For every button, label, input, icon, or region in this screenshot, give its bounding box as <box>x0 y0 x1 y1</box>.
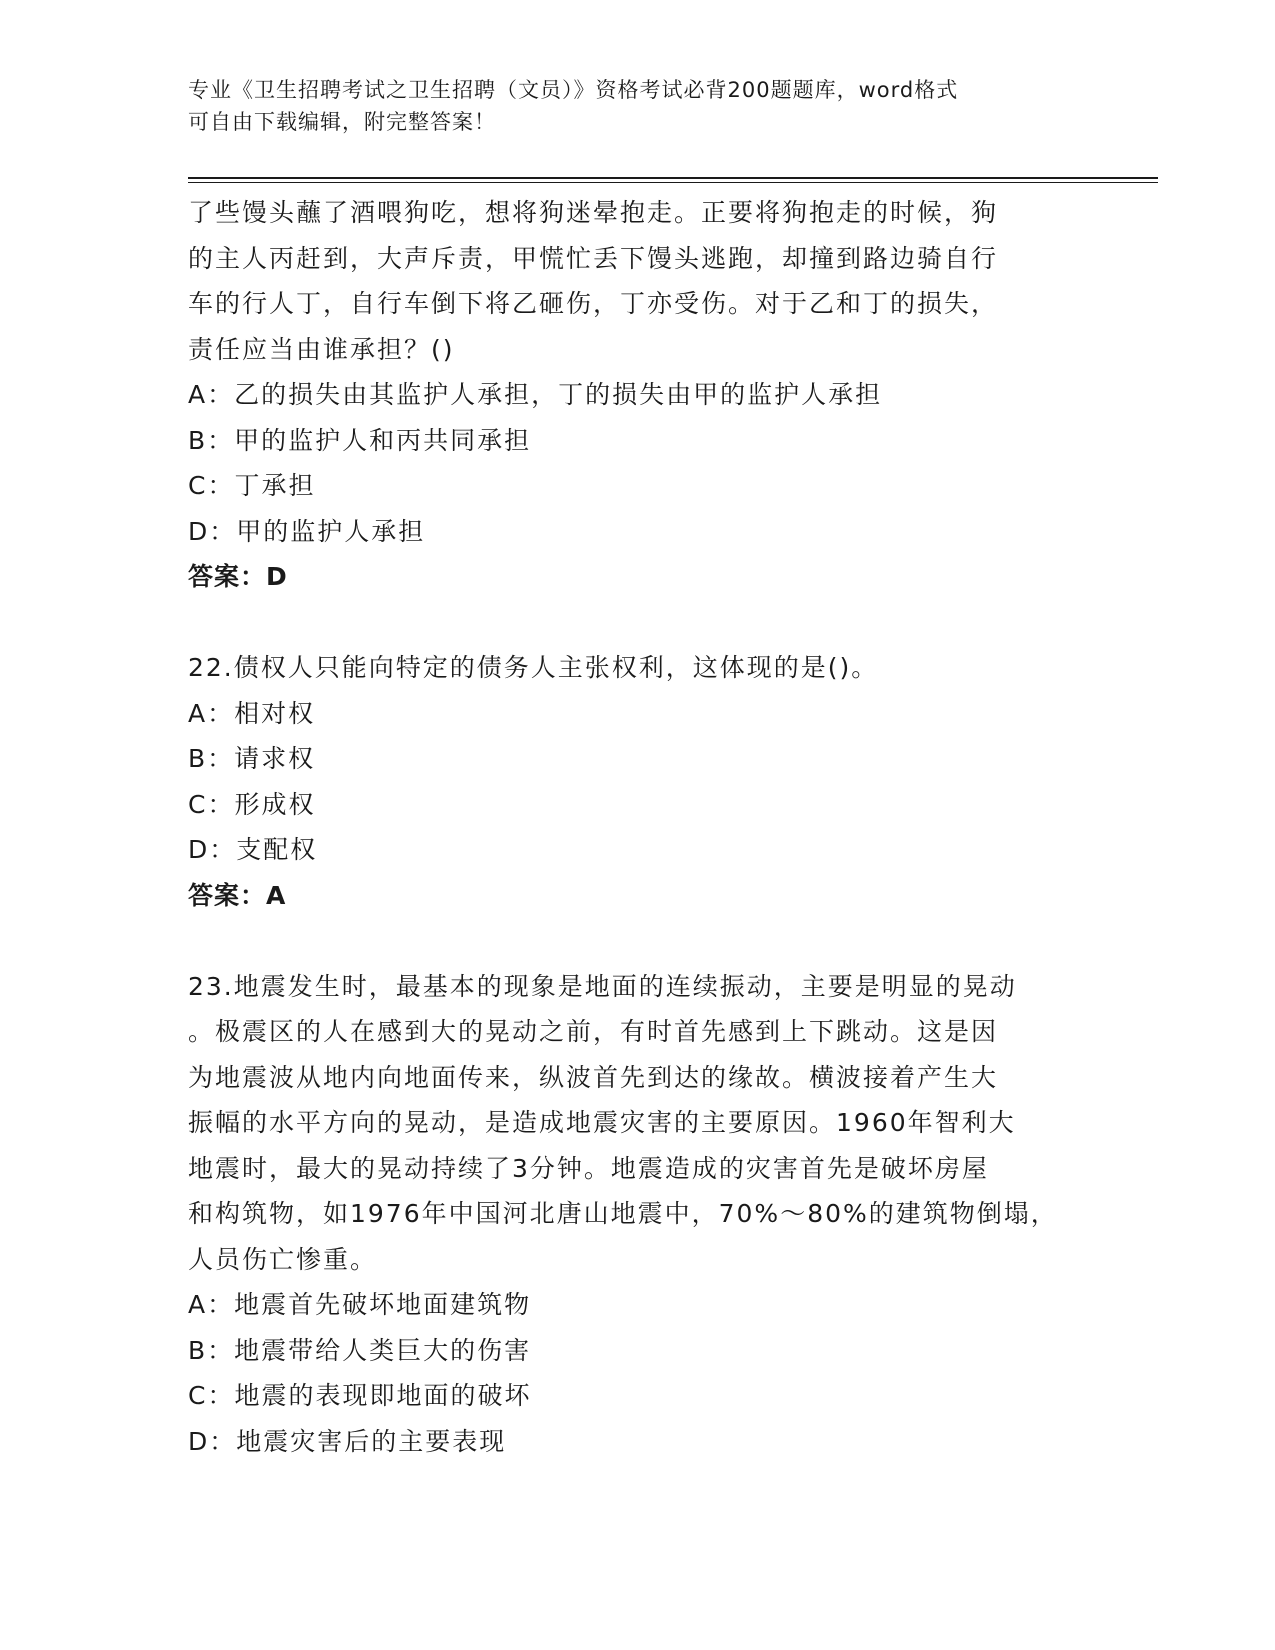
question-text-line: 振幅的水平方向的晃动，是造成地震灾害的主要原因。1960年智利大 <box>188 1108 1016 1137</box>
option-a: A：地震首先破坏地面建筑物 <box>188 1290 532 1319</box>
answer-label: 答案：D <box>188 562 288 591</box>
option-a: A：乙的损失由其监护人承担，丁的损失由甲的监护人承担 <box>188 380 883 409</box>
option-c: C：地震的表现即地面的破坏 <box>188 1381 532 1410</box>
option-b: B：地震带给人类巨大的伤害 <box>188 1335 532 1365</box>
question-22 <box>188 645 1088 918</box>
question-text-line: 为地震波从地内向地面传来，纵波首先到达的缘故。横波接着产生大 <box>188 1062 999 1092</box>
header-divider-thick <box>188 177 1158 179</box>
question-text-line: 车的行人丁，自行车倒下将乙砸伤，丁亦受伤。对于乙和丁的损失， <box>188 289 999 318</box>
question-spacer <box>188 600 1088 646</box>
question-text-line: 的主人丙赶到，大声斥责，甲慌忙丢下馒头逃跑，却撞到路边骑自行 <box>188 243 999 273</box>
option-d: D：地震灾害后的主要表现 <box>188 1426 507 1456</box>
option-a: A：相对权 <box>188 698 316 728</box>
header-title-line2: 可自由下载编辑，附完整答案！ <box>188 110 496 134</box>
question-text-line: 人员伤亡惨重。 <box>188 1244 378 1274</box>
question-text-line: 23.地震发生时，最基本的现象是地面的连续振动，主要是明显的晃动 <box>188 971 1017 1001</box>
question-text-line: 责任应当由谁承担？() <box>188 334 455 364</box>
page-header <box>188 74 1068 138</box>
question-text-line: 地震时，最大的晃动持续了3分钟。地震造成的灾害首先是破坏房屋 <box>188 1153 989 1183</box>
header-divider-thin <box>188 182 1158 183</box>
answer-label: 答案：A <box>188 880 287 910</box>
option-d: D：支配权 <box>188 835 318 864</box>
header-title-line1: 专业《卫生招聘考试之卫生招聘（文员）》资格考试必背200题题库，word格式 <box>188 78 959 102</box>
option-c: C：丁承担 <box>188 471 316 500</box>
question-text-line: 和构筑物，如1976年中国河北唐山地震中，70%～80%的建筑物倒塌， <box>188 1199 1058 1228</box>
question-text-line: 了些馒头蘸了酒喂狗吃，想将狗迷晕抱走。正要将狗抱走的时候，狗 <box>188 198 999 227</box>
question-spacer <box>188 918 1088 964</box>
question-text-line: 。极震区的人在感到大的晃动之前，有时首先感到上下跳动。这是因 <box>188 1017 999 1046</box>
question-21 <box>188 190 1088 600</box>
option-b: B：甲的监护人和丙共同承担 <box>188 425 532 455</box>
option-d: D：甲的监护人承担 <box>188 516 426 546</box>
question-list <box>188 190 1088 1464</box>
option-c: C：形成权 <box>188 789 316 819</box>
option-b: B：请求权 <box>188 744 316 773</box>
question-text-line: 22.债权人只能向特定的债务人主张权利，这体现的是()。 <box>188 653 879 682</box>
question-23 <box>188 964 1088 1465</box>
